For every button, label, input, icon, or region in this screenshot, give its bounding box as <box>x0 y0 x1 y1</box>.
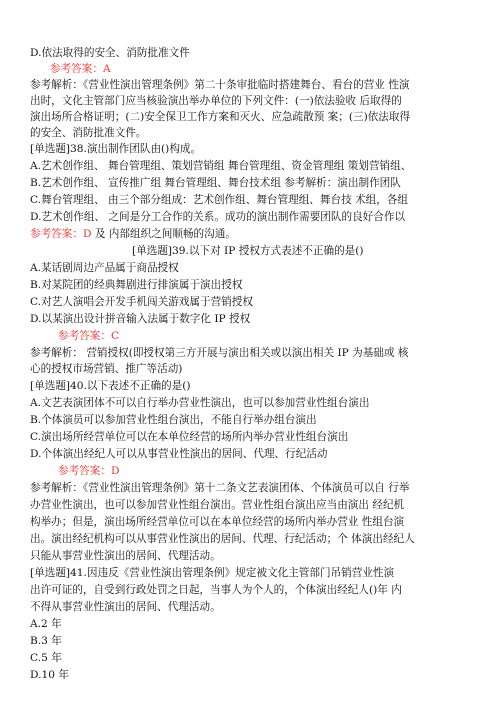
q41-option-c: C.5 年 <box>30 652 62 664</box>
q38-option-b: B.艺术创作组、 宣传推广组 舞台管理组、舞台技术组 参考解析：演出制作团队 <box>30 177 401 189</box>
q37-option-d: D.依法取得的安全、消防批准文件 <box>30 47 190 59</box>
q40-option-b: B.个体演员可以参加营业性组台演出，不能自行举办组台演出 <box>30 414 317 426</box>
q39-option-b: B.对某院团的经典舞剧进行排演属于演出授权 <box>30 279 243 291</box>
q38-option-c: C.舞台管理组、 由三个部分组成：艺术创作组、舞台管理组、舞台技 术组，各组 <box>30 194 409 206</box>
q39-explanation-line: 心的授权市场营销、推广等活动) <box>30 363 183 375</box>
q37-explanation-line: 出时，文化主管部门应当核验演出举办单位的下列文件：(一)依法验收 后取得的 <box>30 95 402 107</box>
q40-explanation-line: 出。演出经纪机构可以从事营业性演出的居间、代理、行纪活动；个 体演出经纪人 <box>30 533 415 545</box>
q39-explanation-line: 参考解析： 营销授权(即授权第三方开展与演出相关或以演出相关 IP 为基础或 核 <box>30 347 409 359</box>
q39-question: [单选题]39.以下对 IP 授权方式表述不正确的是() <box>132 245 364 257</box>
q40-explanation-line: 办营业性演出，也可以参加营业性组台演出。营业性组台演出应当由演出 经纪机 <box>30 499 405 511</box>
q41-question: [单选题]41.因违反《营业性演出管理条例》规定被文化主管部门吊销营业性演 <box>30 567 395 579</box>
q40-option-c: C.演出场所经营单位可以在本单位经营的场所内举办营业性组台演出 <box>30 431 349 443</box>
q38-answer-line <box>30 227 236 241</box>
q40-answer: 参考答案：D <box>58 465 120 477</box>
q40-option-a: A.文艺表演团体不可以自行举办营业性演出，也可以参加营业性组台演出 <box>30 397 370 409</box>
q38-question: [单选题]38.演出制作团队由()构成。 <box>30 143 202 155</box>
q37-explanation-line: 演出场所合格证明；(二)安全保卫工作方案和灭火、应急疏散预 案；(三)依法取得 <box>30 111 411 123</box>
q37-explanation-line: 参考解析：《营业性演出管理条例》第二十条审批临时搭建舞台、看台的营业 性演 <box>30 79 410 91</box>
q39-option-a: A.某话剧周边产品属于商品授权 <box>30 262 179 274</box>
q38-answer: 参考答案：D <box>30 228 92 240</box>
q37-answer: 参考答案：A <box>50 63 111 75</box>
q40-option-d: D.个体演出经纪人可以从事营业性演出的居间、代理、行纪活动 <box>30 448 328 460</box>
q41-option-d: D.10 年 <box>30 669 69 681</box>
q41-question-cont: 出许可证的，自受到行政处罚之日起，当事人为个人的，个体演出经纪人()年 内 <box>30 584 402 596</box>
q38-option-a: A.艺术创作组、 舞台管理组、策划营销组 舞台管理组、资金管理组 策划营销组、 <box>30 160 412 172</box>
q38-explanation-tail: 及 内部组织之间顺畅的沟通。 <box>91 228 236 240</box>
q37-explanation-line: 的安全、消防批准文件。 <box>30 127 147 139</box>
q41-question-cont: 不得从事营业性演出的居间、代理活动。 <box>30 601 221 613</box>
q40-explanation-line: 参考解析：《营业性演出管理条例》第十二条文艺表演团体、个体演员可以自 行举 <box>30 482 410 494</box>
q40-question: [单选题]40.以下表述不正确的是() <box>30 380 191 392</box>
q39-option-d: D.以某演出设计拼音输入法属于数字化 IP 授权 <box>30 313 251 325</box>
q41-option-a: A.2 年 <box>30 618 62 630</box>
q39-answer: 参考答案：C <box>58 330 120 342</box>
q40-explanation-line: 只能从事营业性演出的居间、代理活动。 <box>30 550 221 562</box>
q38-option-d: D.艺术创作组、 之间是分工合作的关系。成功的演出制作需要团队的良好合作以 <box>30 211 406 223</box>
q40-explanation-line: 构举办；但是，演出场所经营单位可以在本单位经营的场所内举办营业 性组台演 <box>30 516 405 528</box>
q41-option-b: B.3 年 <box>30 635 62 647</box>
q39-option-c: C.对艺人演唱会开发手机闯关游戏属于营销授权 <box>30 296 253 308</box>
